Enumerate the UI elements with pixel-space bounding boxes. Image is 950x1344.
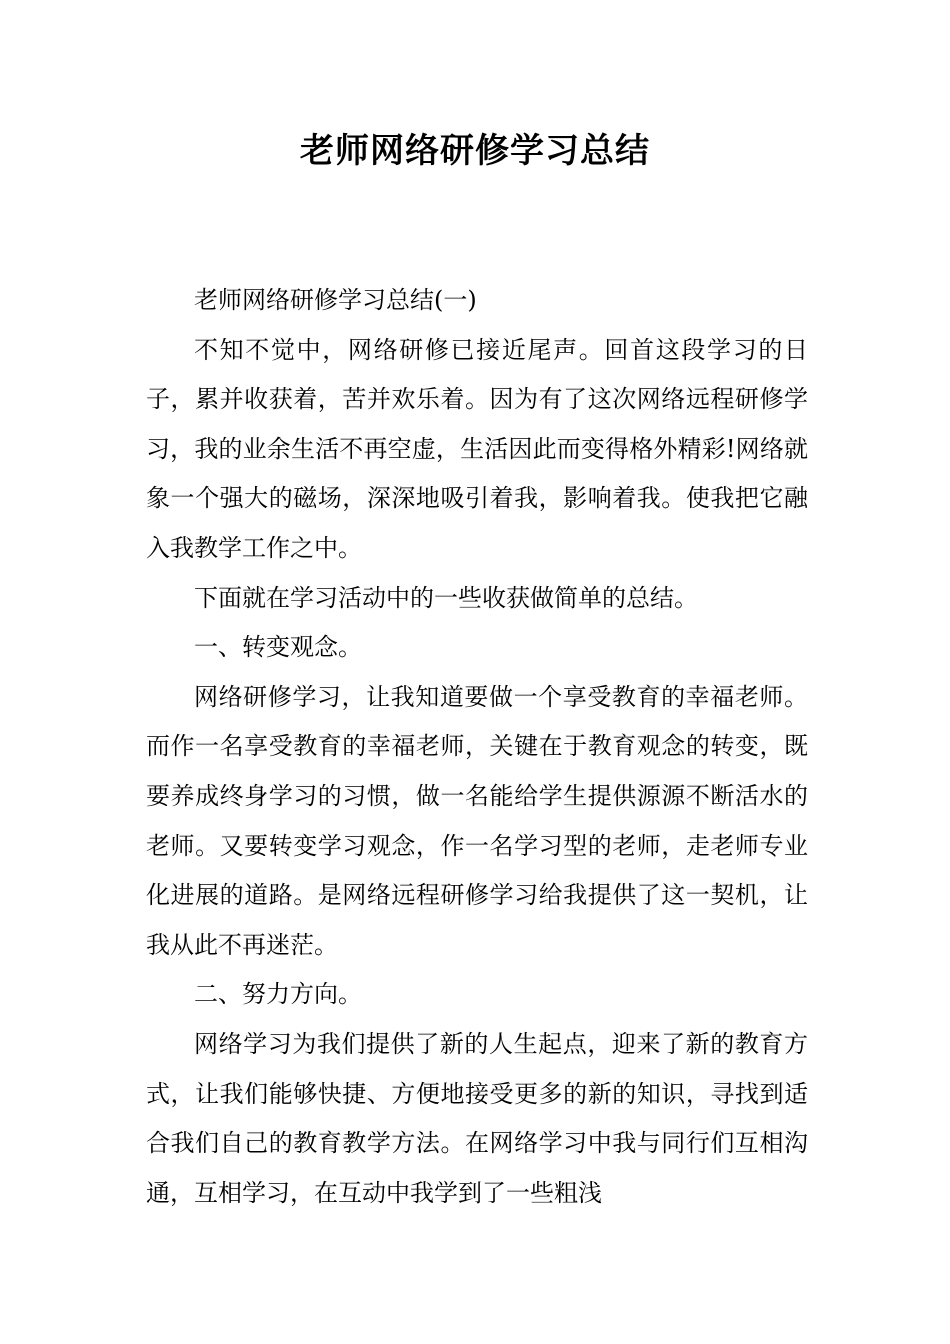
paragraph-section-2: 网络学习为我们提供了新的人生起点，迎来了新的教育方式，让我们能够快捷、方便地接受更多的新的知识，寻找到适合我们自己的教育教学方法。在网络学习中我与同行们互相沟通，互相学习，在互动中我学到了一些粗浅: [146, 1029, 808, 1207]
paragraph-summary-lead: 下面就在学习活动中的一些收获做简单的总结。: [194, 583, 698, 612]
section-heading-2: 二、努力方向。: [194, 980, 362, 1009]
paragraph-subtitle: 老师网络研修学习总结(一): [194, 286, 477, 314]
document-title: 老师网络研修学习总结: [300, 131, 650, 171]
paragraph-section-1: 网络研修学习，让我知道要做一个享受教育的幸福老师。而作一名享受教育的幸福老师，关键在于教育观念的转变，既要养成终身学习的习惯，做一名能给学生提供源源不断活水的老师。又要转变学习观念，作一名学习型的老师，走老师专业化进展的道路。是网络远程研修学习给我提供了这一契机，让我从此不再迷茫。: [146, 682, 808, 959]
section-heading-1: 一、转变观念。: [194, 633, 362, 662]
paragraph-intro: 不知不觉中，网络研修已接近尾声。回首这段学习的日子，累并收获着，苦并欢乐着。因为有了这次网络远程研修学习，我的业余生活不再空虚，生活因此而变得格外精彩!网络就象一个强大的磁场，深深地吸引着我，影响着我。使我把它融入我教学工作之中。: [146, 335, 808, 562]
document-body: [146, 276, 808, 1218]
